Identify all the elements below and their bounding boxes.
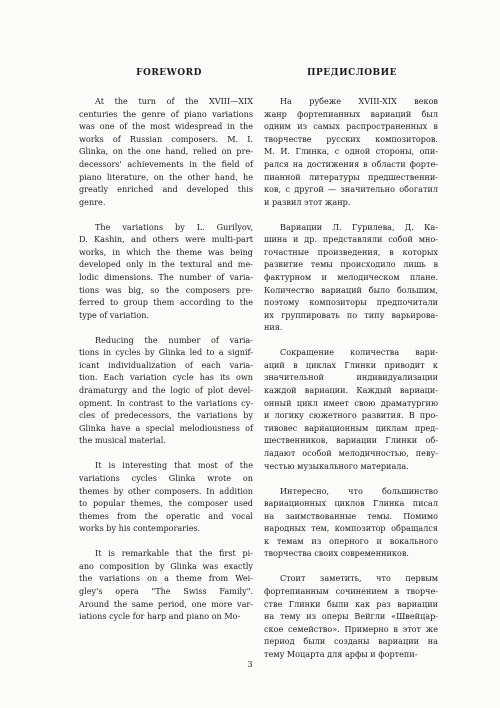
paragraph [264,346,438,472]
text-line: Сокращение количества вари- [280,347,438,358]
text-line: одним из самых распространенных в [264,121,438,132]
text-line: Glinka, on the one hand, relied on pre- [79,146,253,157]
text-line: жанр фортепианных вариаций был [264,108,438,119]
text-line: фактурном и мелодическом плане. [264,272,438,283]
text-line: творчестве русских композиторов. [264,133,438,144]
page-number: 3 [247,660,253,669]
text-line: поэтому композиторы предпочитали [264,297,438,308]
text-line: их группировать по типу варьирова- [264,309,438,320]
paragraph [79,334,253,447]
text-line: и развил этот жанр. [264,196,351,207]
text-line: icant individualization of each varia- [79,359,253,370]
paragraph [264,95,438,208]
text-line: фортепианным сочинением в творче- [264,585,438,596]
text-line: tions in cycles by Glinka led to a signif- [79,347,253,358]
text-line: рался на достижения в области форте- [264,158,438,169]
right-column-text [264,95,438,673]
text-line: честью музыкального материала. [264,460,409,471]
text-line: ano composition by Glinka was exactly [79,560,253,571]
text-line: тивовес вариационным циклам пред- [264,422,438,433]
text-line: на тему из оперы Вейгли «Швейцар- [264,611,438,622]
text-line: Стоит заметить, что первым [280,573,438,584]
text-line: Glinka have a special melodiousness of [79,422,253,433]
text-line: Reducing the number of varia- [95,334,253,345]
text-line: works by his contemporaries. [79,523,201,534]
text-line: It is interesting that most of the [95,460,253,471]
text-line: период были созданы вариации на [264,636,438,647]
text-line: и логику сюжетного развития. В про- [264,410,438,421]
text-line: шественников, вариации Глинки об- [264,435,438,446]
text-line: dramaturgy and the logic of plot devel- [79,385,253,396]
text-line: lodic dimensions. The number of varia- [79,272,253,283]
paragraph [264,485,438,561]
text-line: аций в циклах Глинки приводит к [264,359,438,370]
text-line: decessors' achievements in the field of [79,158,253,169]
text-line: The variations by L. Gurilyov, [95,221,253,232]
text-line: works, in which the theme was being [79,246,253,257]
text-line: ков, с другой — значительно обогатил [264,184,438,195]
text-line: ское семейство». Примерно в этот же [264,623,438,634]
text-line: greatly enriched and developed this [79,184,253,195]
text-line: tion. Each variation cycle has its own [79,372,253,383]
paragraph [264,572,438,660]
paragraph [79,547,253,623]
text-line: к темам из оперного и вокального [264,535,438,546]
text-line: тему Моцарта для арфы и фортепи- [264,648,418,659]
text-line: ния. [264,322,283,333]
text-line: значительной индивидуализации [264,372,438,383]
text-line: iations cycle for harp and piano on Mo- [79,611,241,622]
paragraph [79,221,253,322]
heading-predislovie: ПРЕДИСЛОВИЕ [306,68,398,78]
text-line: онный цикл имеет свою драматургию [264,397,438,408]
text-line: творчества своих современников. [264,548,409,559]
text-line: ferred to group them according to the [79,297,253,308]
text-line: was one of the most widespread in the [79,121,253,132]
text-line: developed only in the textural and me- [79,259,253,270]
text-line: the variations on a theme from Wei- [79,573,253,584]
paragraph [79,95,253,208]
text-line: М. И. Глинка, с одной стороны, опи- [264,146,438,157]
text-line: гочастные произведения, в которых [264,246,438,257]
heading-foreword: FOREWORD [136,68,202,78]
text-line: It is remarkable that the first pi- [95,548,253,559]
text-line: шина и др. представляли собой мно- [264,234,438,245]
text-line: cles of predecessors, the variations by [79,410,253,421]
text-line: Вариации Л. Гурилева, Д. Ка- [280,221,438,232]
text-line: Количество вариаций было большим, [264,284,438,295]
text-line: стве Глинки были как раз вариации [264,598,438,609]
text-line: вариационных циклов Глинка писал [264,498,438,509]
text-line: каждой вариации. Каждый вариаци- [264,385,438,396]
text-line: Интересно, что большинство [280,485,438,496]
paragraph [264,221,438,334]
text-line: At the turn of the XVIII—XIX [95,96,253,106]
text-line: gley's opera "The Swiss Family". [79,585,253,596]
text-line: themes by other composers. In addition [79,485,253,496]
text-line: tions was big, so the composers pre- [79,284,253,295]
text-line: works of Russian composers. M. I. [79,133,253,144]
text-line: D. Kashin, and others were multi-part [79,234,253,245]
text-line: ладают особой мелодичностью, певу- [264,448,438,459]
text-line: to popular themes, the composer used [79,498,253,509]
text-line: opment. In contrast to the variations cy- [79,397,253,408]
text-line: genre. [79,196,106,207]
text-line: centuries the genre of piano variations [79,108,253,119]
text-line: На рубеже XVIII-XIX веков [280,96,438,106]
text-line: пианной литературы предшественни- [264,171,438,182]
text-line: type of variation. [79,309,149,320]
text-line: народных тем, композитор обращался [264,523,438,534]
paragraph [79,459,253,535]
text-line: themes from the operatic and vocal [79,510,253,521]
text-line: piano literature, on the other hand, he [79,171,253,182]
text-line: Around the same period, one more var- [79,598,253,609]
left-column-text [79,95,253,635]
text-line: на заимствованные темы. Помимо [264,510,438,521]
text-line: развитие темы происходило лишь в [264,259,438,270]
text-line: the musical material. [79,435,166,446]
text-line: variations cycles Glinka wrote on [79,472,253,483]
